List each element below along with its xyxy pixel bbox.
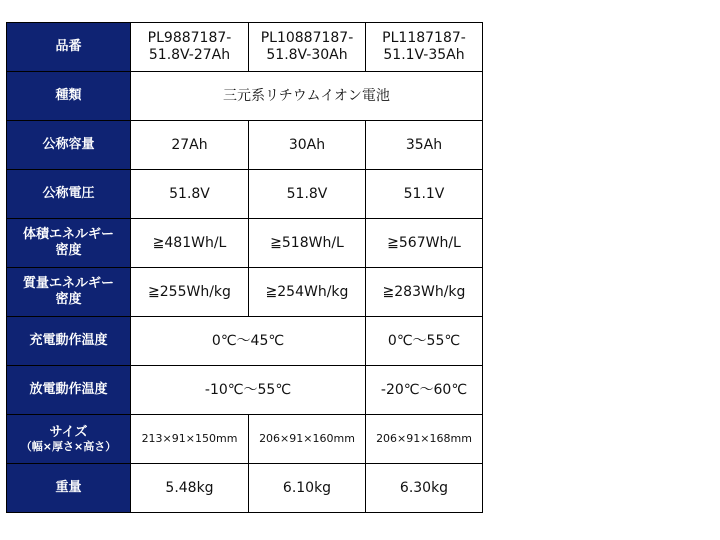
cell-size-1: 213×91×150mm (131, 415, 249, 464)
table-row-size (7, 415, 483, 464)
cell-weight-1: 5.48kg (131, 464, 249, 513)
row-header-size: サイズ （幅×厚さ×高さ） (7, 415, 131, 464)
row-header-gravimetric-density: 質量エネルギー 密度 (7, 268, 131, 317)
cell-voltage-2: 51.8V (249, 170, 366, 219)
cell-gravimetric-density-3: ≧283Wh/kg (366, 268, 483, 317)
table-row-type (7, 72, 483, 121)
cell-voltage-1: 51.8V (131, 170, 249, 219)
cell-weight-3: 6.30kg (366, 464, 483, 513)
cell-volumetric-density-2: ≧518Wh/L (249, 219, 366, 268)
cell-gravimetric-density-1: ≧255Wh/kg (131, 268, 249, 317)
table-row-voltage (7, 170, 483, 219)
table-row-part-number (7, 23, 483, 72)
table-row-capacity (7, 121, 483, 170)
cell-volumetric-density-1: ≧481Wh/L (131, 219, 249, 268)
row-header-voltage: 公称電圧 (7, 170, 131, 219)
cell-gravimetric-density-2: ≧254Wh/kg (249, 268, 366, 317)
table-row-charge-temp (7, 317, 483, 366)
cell-volumetric-density-3: ≧567Wh/L (366, 219, 483, 268)
table-row-volumetric-density (7, 219, 483, 268)
cell-capacity-2: 30Ah (249, 121, 366, 170)
spec-table (6, 22, 483, 513)
row-header-capacity: 公称容量 (7, 121, 131, 170)
cell-discharge-temp-2: -20℃〜60℃ (366, 366, 483, 415)
row-header-type: 種類 (7, 72, 131, 121)
cell-charge-temp-1: 0℃〜45℃ (131, 317, 366, 366)
cell-size-2: 206×91×160mm (249, 415, 366, 464)
row-header-charge-temp: 充電動作温度 (7, 317, 131, 366)
cell-voltage-3: 51.1V (366, 170, 483, 219)
cell-charge-temp-2: 0℃〜55℃ (366, 317, 483, 366)
cell-size-3: 206×91×168mm (366, 415, 483, 464)
cell-part-number-1: PL9887187- 51.8V-27Ah (131, 23, 249, 72)
row-header-volumetric-density: 体積エネルギー 密度 (7, 219, 131, 268)
row-header-weight: 重量 (7, 464, 131, 513)
row-header-part-number: 品番 (7, 23, 131, 72)
table-row-weight (7, 464, 483, 513)
cell-capacity-3: 35Ah (366, 121, 483, 170)
table-row-discharge-temp (7, 366, 483, 415)
spec-table-body (7, 23, 483, 513)
row-header-discharge-temp: 放電動作温度 (7, 366, 131, 415)
cell-part-number-2: PL10887187- 51.8V-30Ah (249, 23, 366, 72)
cell-type: 三元系リチウムイオン電池 (131, 72, 483, 121)
cell-discharge-temp-1: -10℃〜55℃ (131, 366, 366, 415)
cell-weight-2: 6.10kg (249, 464, 366, 513)
table-row-gravimetric-density (7, 268, 483, 317)
cell-capacity-1: 27Ah (131, 121, 249, 170)
cell-part-number-3: PL1187187- 51.1V-35Ah (366, 23, 483, 72)
